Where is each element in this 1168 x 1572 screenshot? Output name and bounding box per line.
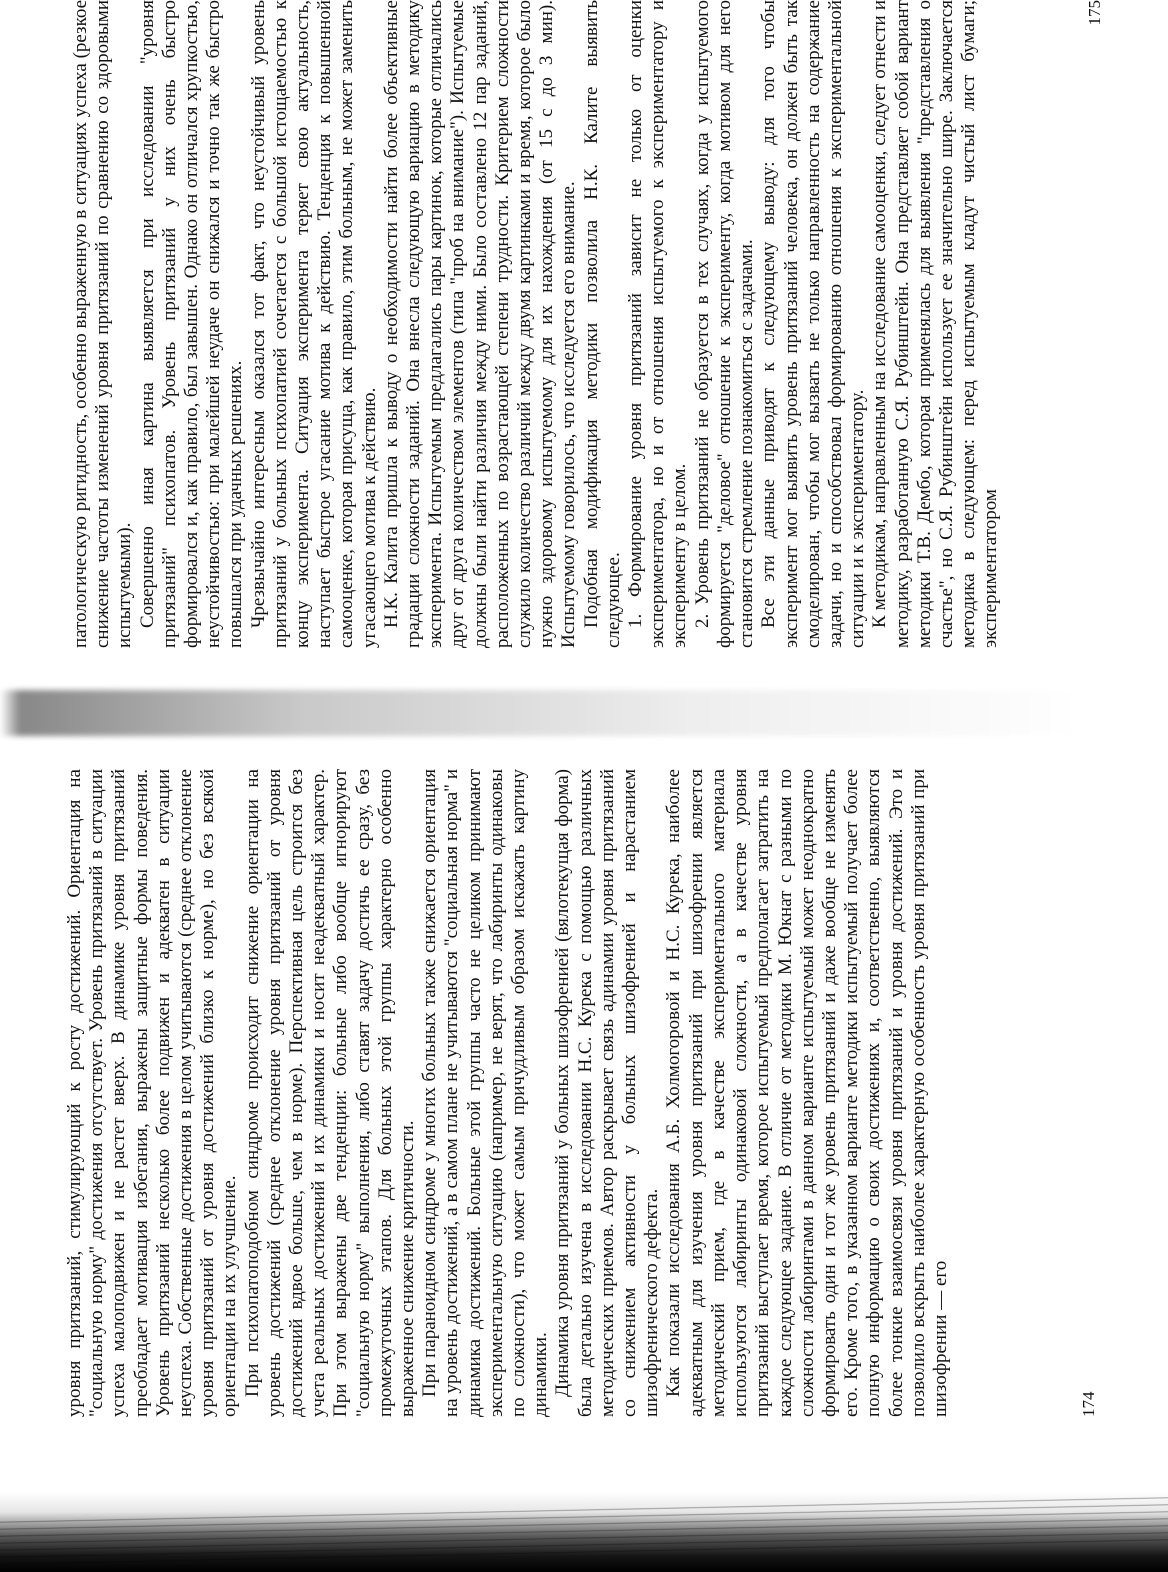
paragraph: Подобная модификация методики позволила Н.К. Калите выявить следующее. bbox=[580, 0, 624, 648]
paragraph: Чрезвычайно интересным оказался тот факт, что неустойчивый уровень притязаний у больных психопатией сочетается с большой истощаемостью к концу эксперимента. Ситуация эксперимента теряет свою актуальность, наступает быстрое угасание мотива к действию. Тенденция к повышенной самооценке, которая присуща, как правило, этим больным, не может заменить угасающего мотива к действию. bbox=[247, 0, 380, 648]
paragraph: Динамика уровня притязаний у больных шизофренией (вялотекущая форма) была детально изучена в исследовании Н.С. Курека с помощью различных методических приемов. Автор раскрывает связь адинамии уровня притязаний со снижением активности у больных шизофренией и нарастанием шизофренического дефекта. bbox=[552, 769, 663, 1417]
paragraph: К методикам, направленным на исследование самооценки, следует отнести и методику, разработанную С.Я. Рубинштейн. Она представляет собой вариант методики Т.В. Дембо, которая применялась для выявления "представления о счастье", но С.Я. Рубинштейн использует ее значительно шире. Заключается методика в следующем: перед испытуемым кладут чистый лист бумаги; экспериментатором bbox=[869, 0, 1002, 648]
page-174 bbox=[64, 769, 1104, 1417]
page-number: 174 bbox=[1078, 1391, 1098, 1417]
paragraph: Все эти данные приводят к следующему выводу: для того чтобы эксперимент мог выявить уровень притязаний человека, он должен быть так смоделирован, чтобы мог вызвать не только направленность на содержание задачи, но и способствовал формированию отношения к экспериментальной ситуации и к экспериментатору. bbox=[758, 0, 869, 648]
paragraph: 1. Формирование уровня притязаний зависит не только от оценки экспериментатора, но и от отношения испытуемого к экспериментатору и эксперименту в целом. bbox=[625, 0, 691, 648]
paragraph: При психопатоподобном синдроме происходит снижение ориентации на уровень достижений (среднее отклонение уровня притязаний от уровня достижений вдвое больше, чем в норме). Перспективная цель строится без учета реальных достижений и их динамики и носит неадекватный характер. При этом выражены две тенденции: больные либо вообще игнорируют "социальную норму" выполнения, либо ставят задачу достичь ее сразу, без промежуточных этапов. Для больных этой группы характерно особенно выраженное снижение критичности. bbox=[241, 769, 419, 1417]
paragraph: Н.К. Калита пришла к выводу о необходимости найти более объективные градации сложности заданий. Она внесла следующую вариацию в методику эксперимента. Испытуемым предлагались пары картинок, которые отличались друг от друга количеством элементов (типа "проб на внимание"). Испытуемые должны были найти различия между ними. Было составлено 12 пар заданий, расположенных по возрастающей степени трудности. Критерием сложности служило количество различий между двумя картинками и время, которое было нужно здоровому испытуемому для их нахождения (от 15 с до 3 мин). Испытуемому говорилось, что исследуется его внимание. bbox=[380, 0, 580, 648]
page-175-text bbox=[70, 0, 1060, 648]
paragraph: 2. Уровень притязаний не образуется в тех случаях, когда у испытуемого формируется "деловое" отношение к эксперименту, когда мотивом для него становится стремление познакомиться с задачами. bbox=[691, 0, 758, 648]
page-174-text bbox=[64, 769, 1054, 1417]
paragraph: Совершенно иная картина выявляется при исследовании "уровня притязаний" психопатов. Уровень притязаний у них очень быстро формировался и, как правило, был завышен. Однако он отличался хрупкостью, неустойчивостью: при малейшей неудаче он снижался и точно так же быстро повышался при удачных решениях. bbox=[136, 0, 247, 648]
paragraph: Как показали исследования А.Б. Холмогоровой и Н.С. Курека, наиболее адекватным для изучения уровня притязаний при шизофрении является методический прием, где в качестве экспериментального материала используются лабиринты одинаковой сложности, а в качестве уровня притязаний выступает время, которое испытуемый предполагает затратить на каждое следующее задание. В отличие от методики М. Юкнат с разными по сложности лабиринтами в данном варианте испытуемый может неоднократно формировать один и тот же уровень притязаний и даже вообще не изменять его. Кроме того, в указанном варианте методики испытуемый получает более полную информацию о своих достижениях и, соответственно, выявляются более тонкие взаимосвязи уровня притязаний и уровня достижений. Это и позволило вскрыть наиболее характерную особенность уровня притязаний при шизофрении — его bbox=[663, 769, 951, 1417]
paragraph: При параноидном синдроме у многих больных также снижается ориентация на уровень достижений, а в самом плане не учитываются "социальная норма" и динамика достижений. Больные этой группы часто не целиком принимают экспериментальную ситуацию (например, не верят, что лабиринты одинаковы по сложности), что может самым причудливым образом искажать картину динамики. bbox=[419, 769, 552, 1417]
page-number: 175 bbox=[1084, 0, 1104, 26]
page-175 bbox=[70, 0, 1110, 648]
paragraph: уровня притязаний, стимулирующий к росту достижений. Ориентация на "социальную норму" достижения отсутствует. Уровень притязаний в ситуации успеха малоподвижен и не растет вверх. В динамике уровня притязаний преобладает мотивация избегания, выражены защитные формы поведения. Уровень притязаний несколько более подвижен и адекватен в ситуации неуспеха. Собственные достижения в целом учитываются (среднее отклонение уровня притязаний от уровня достижений близко к норме), но без всякой ориентации на их улучшение. bbox=[64, 769, 241, 1417]
book-spine-shadow bbox=[0, 690, 1168, 736]
paragraph: патологическую ригидность, особенно выраженную в ситуациях успеха (резкое снижение частоты изменений уровня притязаний по сравнению со здоровыми испытуемыми). bbox=[70, 0, 136, 648]
